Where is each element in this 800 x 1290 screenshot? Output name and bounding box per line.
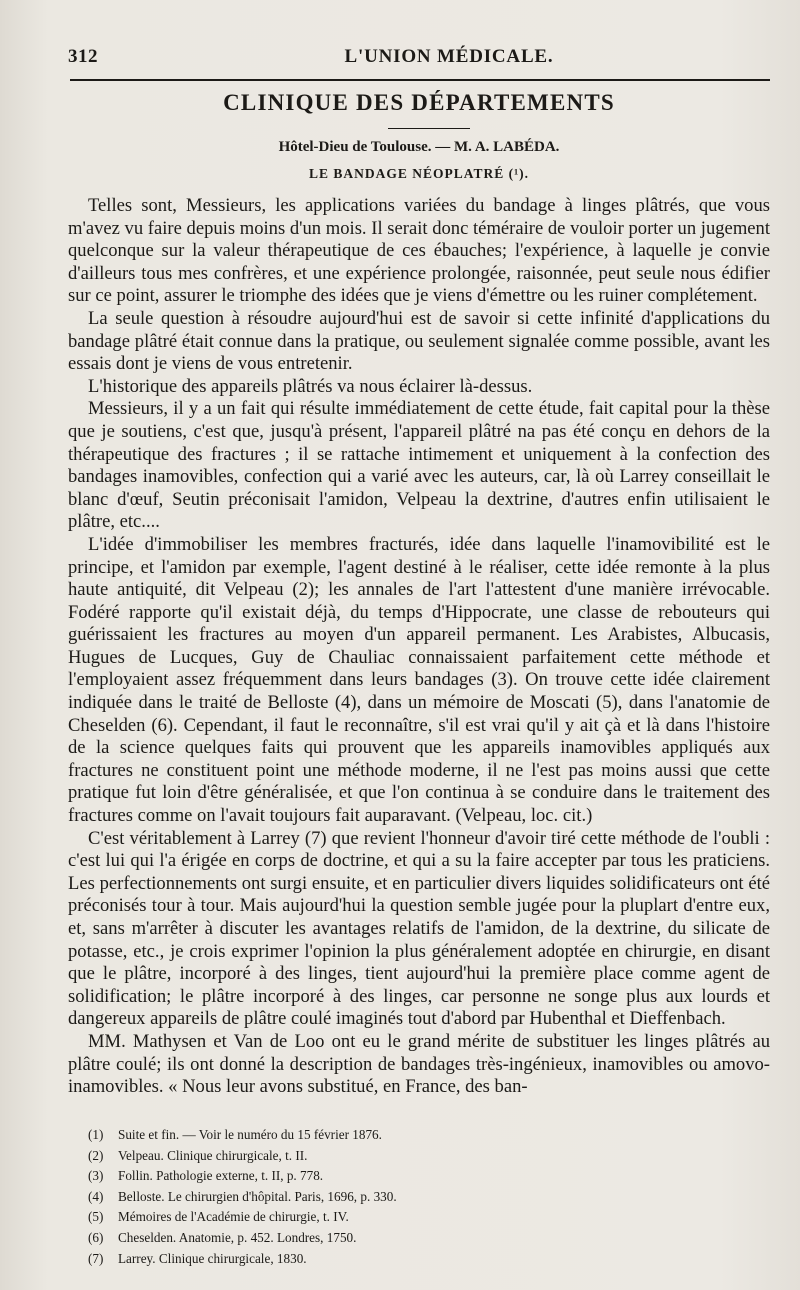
- paragraph: C'est véritablement à Larrey (7) que revient l'honneur d'avoir tiré cette méthode de l'oubli : c'est lui qui l'a érigée en corps de doctrine, et qui a su la faire accepter par tous les praticiens. Les perfectionnements ont surgi ensuite, et en particulier divers liquides solidificateurs ont été préconisés tour à tour. Mais aujourd'hui la question semble jugée pour la pluplart d'entre eux, et, sans m'arrêter à discuter les avantages relatifs de l'amidon, de la dextrine, du silicate de potasse, etc., je crois exprimer l'opinion la plus généralement adoptée en chirurgie, en disant que le plâtre, incorporé à des linges, tient aujourd'hui la première place comme agent de solidification; le plâtre incorporé à des linges, car personne ne songe plus aux lourds et dangereux appareils de plâtre coulé imaginés tout d'abord par Hubenthal et Dieffenbach.: [68, 827, 770, 1030]
- footnote: [88, 1125, 770, 1146]
- running-title: L'UNION MÉDICALE.: [344, 46, 554, 67]
- section-rule: [388, 128, 470, 129]
- paragraph: L'idée d'immobiliser les membres fracturés, idée dans laquelle l'inamovibilité est le principe, et l'amidon par exemple, l'agent destiné à le réaliser, cette idée remonte à la plus haute antiquité, dit Velpeau (2); les annales de l'art l'attestent d'une manière irrévocable. Fodéré rapporte qu'il existait déjà, du temps d'Hippocrate, une classe de rebouteurs qui guérissaient les fractures au moyen d'un appareil permanent. Les Arabistes, Albucasis, Hugues de Lucques, Guy de Chauliac connaissaient parfaitement cette méthode et l'employaient assez fréquemment dans leurs bandages (3). On trouve cette idée clairement indiquée dans le traité de Belloste (4), dans un mémoire de Moscati (5), dans l'anatomie de Cheselden (6). Cependant, il faut le reconnaître, s'il est vrai qu'il y ait çà et là dans l'histoire de la science quelques faits qui prouvent que les appareils inamovibles appliqués aux fractures ne constituent point une méthode moderne, il ne l'est pas moins aussi que cette pratique fut loin d'être généralisée, et que l'on continua à se conduire dans le traitement des fractures comme on l'avait toujours fait auparavant. (Velpeau, loc. cit.): [68, 533, 770, 827]
- footnote-number: (7): [88, 1250, 104, 1266]
- footnote-text: Suite et fin. — Voir le numéro du 15 février 1876.: [118, 1127, 382, 1142]
- footnote-text: Follin. Pathologie externe, t. II, p. 778.: [118, 1168, 324, 1184]
- section-title: CLINIQUE DES DÉPARTEMENTS: [223, 90, 615, 115]
- page-header: [68, 46, 770, 72]
- footnote-number: (5): [88, 1209, 104, 1225]
- hospital-line: Hôtel-Dieu de Toulouse. — M. A. LABÉDA.: [278, 139, 560, 155]
- footnote: [88, 1249, 770, 1270]
- article-body: [68, 195, 770, 1099]
- footnote: [88, 1166, 770, 1187]
- footnote-text: Larrey. Clinique chirurgicale, 1830.: [118, 1250, 307, 1266]
- footnotes: [88, 1125, 770, 1269]
- footnote-text: Velpeau. Clinique chirurgicale, t. II.: [118, 1147, 308, 1163]
- footnote-number: (4): [88, 1188, 104, 1204]
- paragraph: La seule question à résoudre aujourd'hui est de savoir si cette infinité d'applications du bandage plâtré était connue dans la pratique, ou seulement signalée comme possible, avant les essais dont je viens de vous entretenir.: [68, 307, 770, 375]
- article-title: LE BANDAGE NÉOPLATRÉ (¹).: [308, 166, 530, 181]
- footnote-text: Cheselden. Anatomie, p. 452. Londres, 1750.: [118, 1229, 357, 1245]
- footnote-number: (6): [88, 1229, 104, 1245]
- footnote: [88, 1146, 770, 1167]
- paragraph: MM. Mathysen et Van de Loo ont eu le grand mérite de substituer les linges plâtrés au plâtre coulé; ils ont donné la description de bandages très-ingénieux, inamovibles ou amovo-inamovibles. « Nous leur avons substitué, en France, des ban-: [68, 1030, 770, 1098]
- footnote-number: (2): [88, 1147, 104, 1163]
- footnote: [88, 1207, 770, 1228]
- paragraph: L'historique des appareils plâtrés va nous éclairer là-dessus.: [88, 375, 533, 397]
- footnote: [88, 1187, 770, 1208]
- footnote: [88, 1228, 770, 1249]
- paragraph: Messieurs, il y a un fait qui résulte immédiatement de cette étude, fait capital pour la thèse que je soutiens, c'est que, jusqu'à présent, l'appareil plâtré na pas été conçu en dehors de la thérapeutique des fractures ; il se rattache intimement et uniquement à la confection des bandages inamovibles, confection qui a varié avec les auteurs, car, là où Larrey conseillait le blanc d'œuf, Seutin préconisait l'amidon, Velpeau la dextrine, d'autres enfin utilisaient le plâtre, etc....: [68, 398, 770, 533]
- footnote-number: (1): [88, 1127, 104, 1142]
- footnote-number: (3): [88, 1168, 104, 1184]
- footnote-text: Belloste. Le chirurgien d'hôpital. Paris, 1696, p. 330.: [118, 1188, 397, 1204]
- header-rule: [70, 79, 770, 81]
- page-number: 312: [68, 46, 98, 67]
- footnote-text: Mémoires de l'Académie de chirurgie, t. IV.: [118, 1209, 349, 1225]
- paragraph: Telles sont, Messieurs, les applications variées du bandage à linges plâtrés, que vous m'avez vu faire depuis moins d'un mois. Il serait donc téméraire de vouloir porter un jugement quelconque sur la valeur thérapeutique de ces ébauches; l'expérience, à laquelle je convie d'ailleurs tous mes confrères, et une expérience prolongée, raisonnée, peut seule nous édifier sur ce point, assurer le triomphe des idées que je viens d'émettre ou les ruiner complétement.: [68, 195, 770, 307]
